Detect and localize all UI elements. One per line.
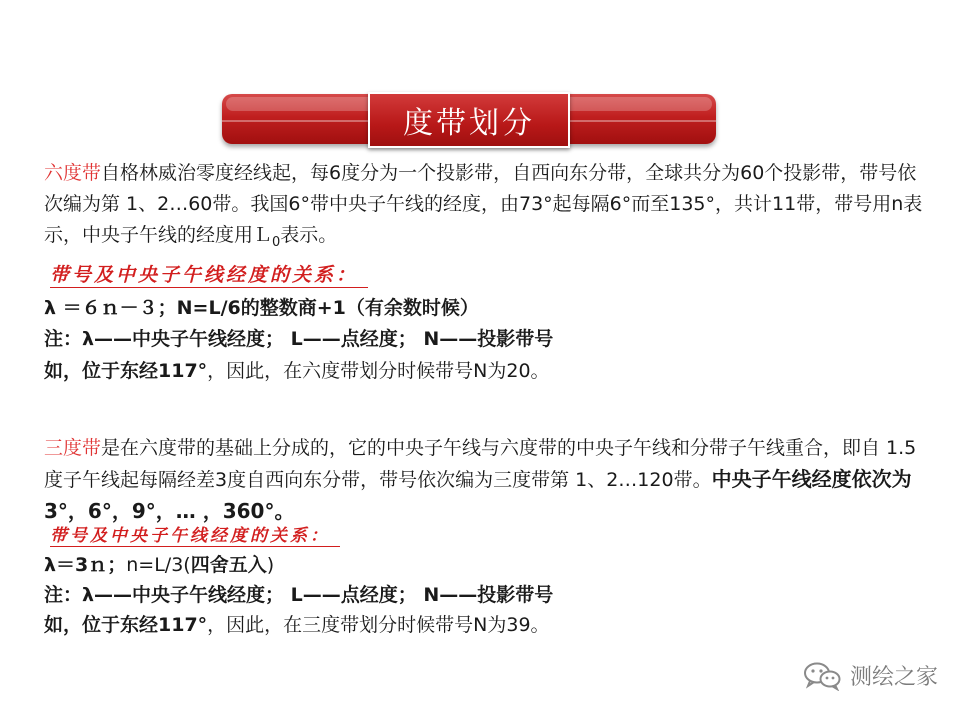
six-degree-example (44, 356, 924, 383)
three-degree-example-bold: 如，位于东经117° (44, 614, 208, 636)
three-degree-example-rest: ，因此，在三度带划分时候带号N为39。 (207, 614, 550, 636)
six-degree-example-rest: ，因此，在六度带划分时候带号N为20。 (207, 360, 550, 382)
six-degree-example-bold: 如，位于东经117° (44, 360, 208, 382)
six-degree-intro (44, 158, 924, 258)
three-degree-text-bold: 中央子午线经度依次为3°，6°，9°，… ，360°。 (44, 467, 912, 523)
watermark (802, 660, 938, 691)
three-degree-formula-rest: n=L/3( (126, 554, 191, 576)
page-title: 度带划分 (403, 106, 535, 141)
six-degree-text: 自格林威治零度经线起，每6度分为一个投影带，自西向东分带，全球共分为60个投影带，带号依次编为第 1、2…60带。我国6°带中央子午线的经度，由73°起每隔6°而至135°，共计11带，带号用n表示，中央子午线的经度用Ｌ (44, 162, 923, 246)
six-degree-heading: 带号及中央子午线经度的关系： (50, 260, 368, 288)
wechat-icon (802, 661, 842, 691)
three-degree-note: 注：λ——中央子午线经度； L——点经度； N——投影带号 (44, 584, 554, 606)
banner-center (368, 92, 570, 148)
three-degree-text: 是在六度带的基础上分成的，它的中央子午线与六度带的中央子午线和分带子午线重合，即自 1.5度子午线起每隔经差3度自西向东分带，带号依次编为三度带第 1、2…120带。 (44, 437, 917, 491)
three-degree-formula (44, 550, 924, 577)
three-degree-term: 三度带 (44, 437, 102, 459)
three-degree-heading: 带号及中央子午线经度的关系： (50, 521, 340, 547)
three-degree-formula-end: ) (266, 554, 275, 576)
three-degree-example (44, 610, 924, 637)
three-degree-formula-rounding: 四舍五入 (190, 554, 267, 576)
six-degree-text-end: 表示。 (280, 224, 338, 246)
watermark-text: 测绘之家 (849, 665, 938, 690)
six-degree-term: 六度带 (44, 162, 102, 184)
three-degree-formula-bold: λ＝3ｎ； (44, 554, 127, 576)
six-degree-formula: λ ＝６ｎ－３；N=L/6的整数商+1（有余数时候） (44, 297, 479, 319)
title-banner (222, 92, 716, 148)
three-degree-intro (44, 433, 924, 528)
six-degree-note: 注：λ——中央子午线经度； L——点经度； N——投影带号 (44, 328, 554, 350)
six-degree-subscript: 0 (272, 234, 281, 250)
